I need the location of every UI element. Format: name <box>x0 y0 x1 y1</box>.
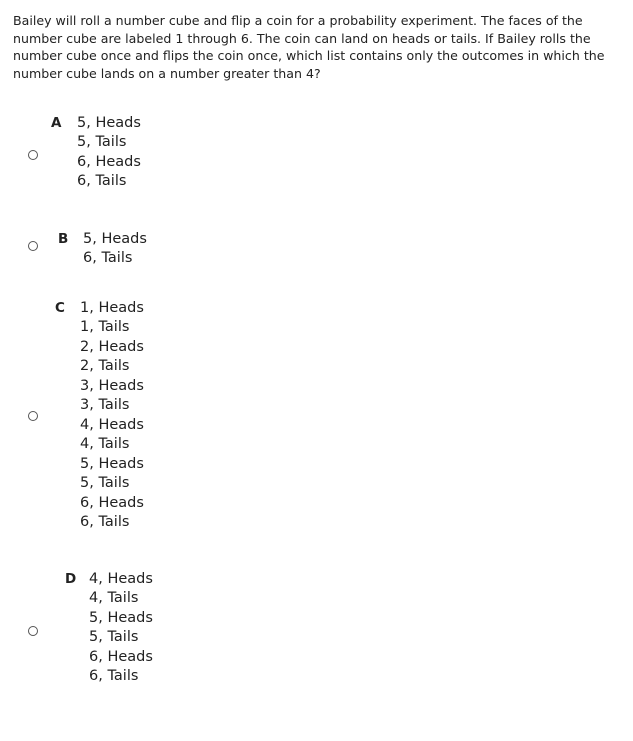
list-item: 3, Tails <box>80 397 130 414</box>
list-item: 5, Heads <box>89 609 153 626</box>
list-item: 5, Tails <box>77 134 127 151</box>
outcome-list-b <box>83 230 147 269</box>
list-item: 4, Tails <box>80 436 130 453</box>
list-item: 5, Heads <box>83 231 147 247</box>
radio-button-c[interactable] <box>28 411 38 421</box>
list-item: 4, Heads <box>80 416 144 433</box>
option-letter-a: A <box>51 115 62 131</box>
list-item: 3, Heads <box>80 377 144 394</box>
list-item: 6, Heads <box>80 494 144 511</box>
outcome-list-d <box>89 570 153 687</box>
list-item: 6, Tails <box>77 173 127 190</box>
outcome-list-a <box>77 114 141 192</box>
list-item: 5, Heads <box>80 455 144 472</box>
list-item: 6, Tails <box>80 513 130 530</box>
list-item: 6, Tails <box>89 668 139 685</box>
list-item: 5, Tails <box>89 629 139 646</box>
radio-button-d[interactable] <box>28 626 38 636</box>
list-item: 6, Tails <box>83 250 133 267</box>
option-letter-d: D <box>65 571 77 587</box>
list-item: 4, Tails <box>89 590 139 607</box>
list-item: 5, Tails <box>80 475 130 492</box>
list-item: 6, Heads <box>89 648 153 665</box>
radio-button-a[interactable] <box>28 150 38 160</box>
question-text: Bailey will roll a number cube and flip a coin for a probability experiment. The faces of the number cube are labeled 1 through 6. The coin can land on heads or tails. If Bailey rolls the number cube once and flips the coin once, which list contains only the outcomes in which the number cube lands on a number greater than 4? <box>13 13 605 81</box>
list-item: 1, Heads <box>80 300 144 316</box>
radio-button-b[interactable] <box>28 241 38 251</box>
list-item: 4, Heads <box>89 571 153 587</box>
option-letter-c: C <box>55 300 65 316</box>
option-letter-b: B <box>58 231 69 247</box>
list-item: 5, Heads <box>77 115 141 131</box>
list-item: 6, Heads <box>77 153 141 170</box>
list-item: 2, Tails <box>80 358 130 375</box>
list-item: 2, Heads <box>80 338 144 355</box>
outcome-list-c <box>80 299 144 532</box>
list-item: 1, Tails <box>80 319 130 336</box>
